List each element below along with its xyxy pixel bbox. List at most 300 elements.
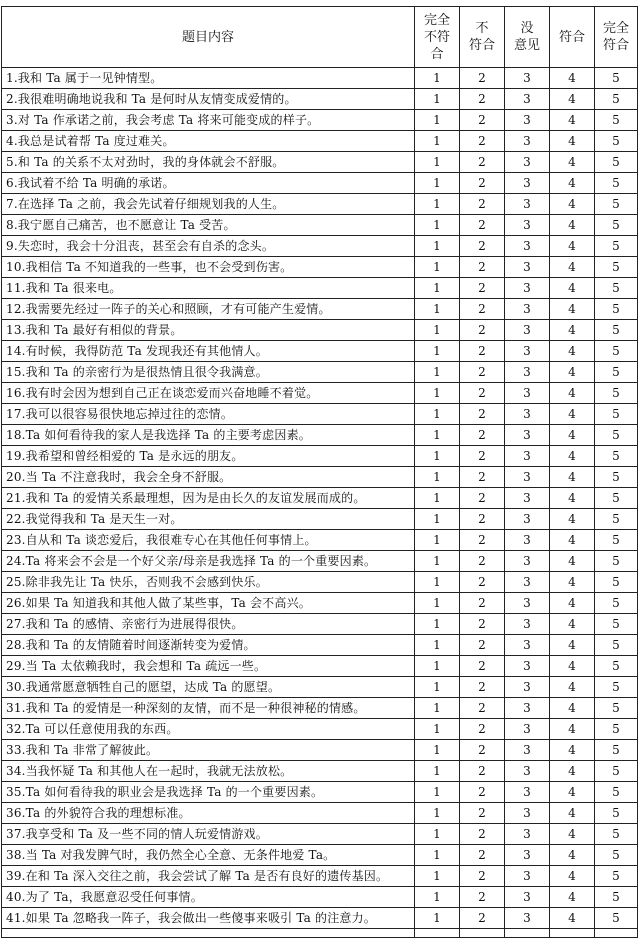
option-header-agree — [550, 7, 595, 68]
item-text: 37.我享受和 Ta 及一些不同的情人玩爱情游戏。 — [2, 824, 415, 845]
rating-option-2[interactable]: 2 — [460, 110, 505, 131]
rating-option-2[interactable]: 2 — [460, 677, 505, 698]
item-text: 18.Ta 如何看待我的家人是我选择 Ta 的主要考虑因素。 — [2, 425, 415, 446]
rating-option-2[interactable]: 2 — [460, 887, 505, 908]
rating-option-4[interactable]: 4 — [550, 824, 595, 845]
table-row — [2, 236, 638, 257]
header-line: 不符 — [423, 29, 450, 45]
rating-option-1[interactable]: 1 — [415, 551, 460, 572]
item-text: 4.我总是试着帮 Ta 度过难关。 — [2, 131, 415, 152]
rating-option-3[interactable]: 3 — [505, 635, 550, 656]
rating-option-2[interactable]: 2 — [460, 614, 505, 635]
rating-option-1[interactable]: 1 — [415, 887, 460, 908]
cutoff-cell — [595, 929, 638, 938]
rating-option-5[interactable]: 5 — [595, 362, 638, 383]
rating-option-4[interactable]: 4 — [550, 740, 595, 761]
item-text: 13.我和 Ta 最好有相似的背景。 — [2, 320, 415, 341]
rating-option-1[interactable]: 1 — [415, 635, 460, 656]
rating-option-1[interactable]: 1 — [415, 173, 460, 194]
rating-option-3[interactable]: 3 — [505, 278, 550, 299]
rating-option-3[interactable]: 3 — [505, 908, 550, 929]
rating-option-5[interactable]: 5 — [595, 656, 638, 677]
rating-option-5[interactable]: 5 — [595, 824, 638, 845]
rating-option-3[interactable]: 3 — [505, 404, 550, 425]
rating-option-4[interactable]: 4 — [550, 908, 595, 929]
rating-option-2[interactable]: 2 — [460, 404, 505, 425]
rating-option-5[interactable]: 5 — [595, 698, 638, 719]
table-row — [2, 131, 638, 152]
rating-option-5[interactable]: 5 — [595, 404, 638, 425]
rating-option-2[interactable]: 2 — [460, 341, 505, 362]
rating-option-2[interactable]: 2 — [460, 782, 505, 803]
rating-option-1[interactable]: 1 — [415, 68, 460, 89]
rating-option-2[interactable]: 2 — [460, 215, 505, 236]
rating-option-2[interactable]: 2 — [460, 173, 505, 194]
table-body — [2, 68, 638, 938]
rating-option-5[interactable]: 5 — [595, 845, 638, 866]
rating-option-3[interactable]: 3 — [505, 866, 550, 887]
table-row — [2, 257, 638, 278]
rating-option-2[interactable]: 2 — [460, 446, 505, 467]
rating-option-4[interactable]: 4 — [550, 635, 595, 656]
rating-option-3[interactable]: 3 — [505, 488, 550, 509]
header-line: 合 — [430, 46, 444, 62]
item-text: 15.我和 Ta 的亲密行为是很热情且很令我满意。 — [2, 362, 415, 383]
item-text: 16.我有时会因为想到自己正在谈恋爱而兴奋地睡不着觉。 — [2, 383, 415, 404]
rating-option-2[interactable]: 2 — [460, 194, 505, 215]
rating-option-4[interactable]: 4 — [550, 656, 595, 677]
rating-option-3[interactable]: 3 — [505, 425, 550, 446]
rating-option-2[interactable]: 2 — [460, 572, 505, 593]
rating-option-5[interactable]: 5 — [595, 635, 638, 656]
table-row-cutoff — [2, 929, 638, 938]
rating-option-1[interactable]: 1 — [415, 572, 460, 593]
rating-option-2[interactable]: 2 — [460, 278, 505, 299]
rating-option-2[interactable]: 2 — [460, 761, 505, 782]
rating-option-3[interactable]: 3 — [505, 782, 550, 803]
rating-option-4[interactable]: 4 — [550, 803, 595, 824]
item-text: 12.我需要先经过一阵子的关心和照顾，才有可能产生爱情。 — [2, 299, 415, 320]
rating-option-5[interactable]: 5 — [595, 488, 638, 509]
rating-option-3[interactable]: 3 — [505, 236, 550, 257]
rating-option-5[interactable]: 5 — [595, 761, 638, 782]
rating-option-5[interactable]: 5 — [595, 551, 638, 572]
option-header-strongly-agree — [595, 7, 638, 68]
rating-option-2[interactable]: 2 — [460, 152, 505, 173]
rating-option-1[interactable]: 1 — [415, 761, 460, 782]
rating-option-5[interactable]: 5 — [595, 866, 638, 887]
rating-option-2[interactable]: 2 — [460, 656, 505, 677]
table-row — [2, 572, 638, 593]
rating-option-4[interactable]: 4 — [550, 362, 595, 383]
rating-option-4[interactable]: 4 — [550, 845, 595, 866]
rating-option-4[interactable]: 4 — [550, 278, 595, 299]
header-line: 符合 — [468, 38, 495, 53]
rating-option-3[interactable]: 3 — [505, 551, 550, 572]
rating-option-3[interactable]: 3 — [505, 131, 550, 152]
rating-option-4[interactable]: 4 — [550, 131, 595, 152]
rating-option-3[interactable]: 3 — [505, 362, 550, 383]
table-row — [2, 173, 638, 194]
rating-option-4[interactable]: 4 — [550, 320, 595, 341]
rating-option-5[interactable]: 5 — [595, 89, 638, 110]
item-text: 32.Ta 可以任意使用我的东西。 — [2, 719, 415, 740]
rating-option-1[interactable]: 1 — [415, 152, 460, 173]
rating-option-1[interactable]: 1 — [415, 845, 460, 866]
rating-option-2[interactable]: 2 — [460, 509, 505, 530]
rating-option-3[interactable]: 3 — [505, 803, 550, 824]
rating-option-5[interactable]: 5 — [595, 593, 638, 614]
rating-option-1[interactable]: 1 — [415, 509, 460, 530]
rating-option-2[interactable]: 2 — [460, 362, 505, 383]
rating-option-3[interactable]: 3 — [505, 320, 550, 341]
rating-option-3[interactable]: 3 — [505, 719, 550, 740]
rating-option-4[interactable]: 4 — [550, 698, 595, 719]
table-row — [2, 887, 638, 908]
rating-option-4[interactable]: 4 — [550, 866, 595, 887]
rating-option-3[interactable]: 3 — [505, 887, 550, 908]
table-row — [2, 152, 638, 173]
item-text: 1.我和 Ta 属于一见钟情型。 — [2, 68, 415, 89]
rating-option-1[interactable]: 1 — [415, 908, 460, 929]
item-text: 17.我可以很容易很快地忘掉过往的恋情。 — [2, 404, 415, 425]
rating-option-2[interactable]: 2 — [460, 299, 505, 320]
rating-option-3[interactable]: 3 — [505, 677, 550, 698]
item-text: 34.当我怀疑 Ta 和其他人在一起时，我就无法放松。 — [2, 761, 415, 782]
item-text: 5.和 Ta 的关系不太对劲时，我的身体就会不舒服。 — [2, 152, 415, 173]
rating-option-2[interactable]: 2 — [460, 551, 505, 572]
rating-option-4[interactable]: 4 — [550, 488, 595, 509]
table-row — [2, 488, 638, 509]
rating-option-4[interactable]: 4 — [550, 425, 595, 446]
rating-option-3[interactable]: 3 — [505, 341, 550, 362]
rating-option-3[interactable]: 3 — [505, 110, 550, 131]
rating-option-2[interactable]: 2 — [460, 236, 505, 257]
item-text: 8.我宁愿自己痛苦，也不愿意让 Ta 受苦。 — [2, 215, 415, 236]
rating-option-2[interactable]: 2 — [460, 383, 505, 404]
item-text: 21.我和 Ta 的爱情关系最理想，因为是由长久的友谊发展而成的。 — [2, 488, 415, 509]
rating-option-4[interactable]: 4 — [550, 572, 595, 593]
item-text: 30.我通常愿意牺牲自己的愿望，达成 Ta 的愿望。 — [2, 677, 415, 698]
rating-option-5[interactable]: 5 — [595, 383, 638, 404]
rating-option-4[interactable]: 4 — [550, 467, 595, 488]
rating-option-4[interactable]: 4 — [550, 404, 595, 425]
table-row — [2, 803, 638, 824]
rating-option-5[interactable]: 5 — [595, 257, 638, 278]
rating-option-4[interactable]: 4 — [550, 446, 595, 467]
rating-option-1[interactable]: 1 — [415, 719, 460, 740]
rating-option-1[interactable]: 1 — [415, 677, 460, 698]
rating-option-4[interactable]: 4 — [550, 236, 595, 257]
rating-option-5[interactable]: 5 — [595, 110, 638, 131]
table-row — [2, 299, 638, 320]
rating-option-5[interactable]: 5 — [595, 446, 638, 467]
item-text: 24.Ta 将来会不会是一个好父亲/母亲是我选择 Ta 的一个重要因素。 — [2, 551, 415, 572]
rating-option-3[interactable]: 3 — [505, 509, 550, 530]
table-row — [2, 509, 638, 530]
item-text: 2.我很难明确地说我和 Ta 是何时从友情变成爱情的。 — [2, 89, 415, 110]
rating-option-1[interactable]: 1 — [415, 299, 460, 320]
option-header-disagree — [460, 7, 505, 68]
rating-option-1[interactable]: 1 — [415, 488, 460, 509]
rating-option-3[interactable]: 3 — [505, 215, 550, 236]
table-row — [2, 719, 638, 740]
table-row — [2, 425, 638, 446]
table-row — [2, 761, 638, 782]
rating-option-4[interactable]: 4 — [550, 194, 595, 215]
rating-option-4[interactable]: 4 — [550, 551, 595, 572]
rating-option-4[interactable]: 4 — [550, 782, 595, 803]
rating-option-2[interactable]: 2 — [460, 68, 505, 89]
rating-option-1[interactable]: 1 — [415, 803, 460, 824]
rating-option-2[interactable]: 2 — [460, 866, 505, 887]
rating-option-3[interactable]: 3 — [505, 68, 550, 89]
rating-option-4[interactable]: 4 — [550, 152, 595, 173]
table-row — [2, 467, 638, 488]
rating-option-2[interactable]: 2 — [460, 89, 505, 110]
header-line: 没 — [520, 21, 534, 36]
rating-option-1[interactable]: 1 — [415, 194, 460, 215]
rating-option-1[interactable]: 1 — [415, 656, 460, 677]
rating-option-3[interactable]: 3 — [505, 194, 550, 215]
rating-option-5[interactable]: 5 — [595, 719, 638, 740]
header-row — [2, 7, 638, 68]
rating-option-5[interactable]: 5 — [595, 131, 638, 152]
rating-option-5[interactable]: 5 — [595, 887, 638, 908]
rating-option-2[interactable]: 2 — [460, 908, 505, 929]
table-row — [2, 341, 638, 362]
cutoff-cell — [505, 929, 550, 938]
table-row — [2, 215, 638, 236]
rating-option-4[interactable]: 4 — [550, 110, 595, 131]
rating-option-1[interactable]: 1 — [415, 782, 460, 803]
rating-option-5[interactable]: 5 — [595, 236, 638, 257]
rating-option-1[interactable]: 1 — [415, 320, 460, 341]
item-text: 27.我和 Ta 的感情、亲密行为进展得很快。 — [2, 614, 415, 635]
rating-option-4[interactable]: 4 — [550, 530, 595, 551]
item-column-header: 题目内容 — [2, 7, 415, 68]
item-text: 22.我觉得我和 Ta 是天生一对。 — [2, 509, 415, 530]
rating-option-4[interactable]: 4 — [550, 68, 595, 89]
rating-option-5[interactable]: 5 — [595, 425, 638, 446]
table-row — [2, 698, 638, 719]
rating-option-1[interactable]: 1 — [415, 236, 460, 257]
table-row — [2, 782, 638, 803]
header-line: 完全 — [423, 12, 450, 28]
rating-option-4[interactable]: 4 — [550, 593, 595, 614]
rating-option-5[interactable]: 5 — [595, 908, 638, 929]
rating-option-5[interactable]: 5 — [595, 782, 638, 803]
rating-option-2[interactable]: 2 — [460, 845, 505, 866]
table-row — [2, 614, 638, 635]
item-text: 23.自从和 Ta 谈恋爱后，我很难专心在其他任何事情上。 — [2, 530, 415, 551]
rating-option-5[interactable]: 5 — [595, 173, 638, 194]
rating-option-4[interactable]: 4 — [550, 299, 595, 320]
rating-option-5[interactable]: 5 — [595, 278, 638, 299]
item-text: 10.我相信 Ta 不知道我的一些事，也不会受到伤害。 — [2, 257, 415, 278]
item-text: 36.Ta 的外貌符合我的理想标准。 — [2, 803, 415, 824]
header-line: 符合 — [558, 29, 585, 45]
item-text: 25.除非我先让 Ta 快乐，否则我不会感到快乐。 — [2, 572, 415, 593]
rating-option-4[interactable]: 4 — [550, 761, 595, 782]
table-row — [2, 194, 638, 215]
rating-option-1[interactable]: 1 — [415, 593, 460, 614]
table-row — [2, 110, 638, 131]
rating-option-1[interactable]: 1 — [415, 215, 460, 236]
rating-option-2[interactable]: 2 — [460, 530, 505, 551]
item-text: 31.我和 Ta 的爱情是一种深刻的友情，而不是一种很神秘的情感。 — [2, 698, 415, 719]
rating-option-3[interactable]: 3 — [505, 89, 550, 110]
rating-option-1[interactable]: 1 — [415, 824, 460, 845]
table-row — [2, 383, 638, 404]
table-row — [2, 845, 638, 866]
table-row — [2, 656, 638, 677]
rating-option-1[interactable]: 1 — [415, 698, 460, 719]
rating-option-4[interactable]: 4 — [550, 383, 595, 404]
rating-option-5[interactable]: 5 — [595, 572, 638, 593]
rating-option-5[interactable]: 5 — [595, 152, 638, 173]
item-text: 33.我和 Ta 非常了解彼此。 — [2, 740, 415, 761]
table-row — [2, 866, 638, 887]
rating-option-2[interactable]: 2 — [460, 320, 505, 341]
rating-option-5[interactable]: 5 — [595, 215, 638, 236]
rating-option-3[interactable]: 3 — [505, 593, 550, 614]
rating-option-3[interactable]: 3 — [505, 656, 550, 677]
rating-option-1[interactable]: 1 — [415, 362, 460, 383]
rating-option-1[interactable]: 1 — [415, 467, 460, 488]
item-text: 38.当 Ta 对我发脾气时，我仍然全心全意、无条件地爱 Ta。 — [2, 845, 415, 866]
rating-option-3[interactable]: 3 — [505, 698, 550, 719]
rating-option-5[interactable]: 5 — [595, 614, 638, 635]
rating-option-1[interactable]: 1 — [415, 383, 460, 404]
rating-option-3[interactable]: 3 — [505, 446, 550, 467]
rating-option-4[interactable]: 4 — [550, 89, 595, 110]
item-text: 29.当 Ta 太依赖我时，我会想和 Ta 疏远一些。 — [2, 656, 415, 677]
header-line: 符合 — [602, 38, 629, 53]
rating-option-1[interactable]: 1 — [415, 404, 460, 425]
rating-option-2[interactable]: 2 — [460, 740, 505, 761]
option-header-strongly-disagree — [415, 7, 460, 68]
table-row — [2, 362, 638, 383]
rating-option-2[interactable]: 2 — [460, 719, 505, 740]
cutoff-cell — [2, 929, 415, 938]
rating-option-3[interactable]: 3 — [505, 761, 550, 782]
rating-option-2[interactable]: 2 — [460, 257, 505, 278]
item-text: 19.我希望和曾经相爱的 Ta 是永远的朋友。 — [2, 446, 415, 467]
rating-option-4[interactable]: 4 — [550, 215, 595, 236]
item-text: 39.在和 Ta 深入交往之前，我会尝试了解 Ta 是否有良好的遗传基因。 — [2, 866, 415, 887]
rating-option-3[interactable]: 3 — [505, 824, 550, 845]
table-row — [2, 68, 638, 89]
rating-option-4[interactable]: 4 — [550, 887, 595, 908]
rating-option-5[interactable]: 5 — [595, 299, 638, 320]
rating-option-3[interactable]: 3 — [505, 845, 550, 866]
item-text: 20.当 Ta 不注意我时，我会全身不舒服。 — [2, 467, 415, 488]
rating-option-2[interactable]: 2 — [460, 698, 505, 719]
rating-option-1[interactable]: 1 — [415, 89, 460, 110]
rating-option-3[interactable]: 3 — [505, 740, 550, 761]
table-row — [2, 593, 638, 614]
rating-option-4[interactable]: 4 — [550, 677, 595, 698]
rating-option-4[interactable]: 4 — [550, 257, 595, 278]
rating-option-1[interactable]: 1 — [415, 866, 460, 887]
rating-option-1[interactable]: 1 — [415, 110, 460, 131]
rating-option-1[interactable]: 1 — [415, 341, 460, 362]
rating-option-2[interactable]: 2 — [460, 131, 505, 152]
table-row — [2, 278, 638, 299]
rating-option-2[interactable]: 2 — [460, 635, 505, 656]
header-line: 不 — [475, 21, 489, 36]
rating-option-3[interactable]: 3 — [505, 299, 550, 320]
rating-option-5[interactable]: 5 — [595, 803, 638, 824]
cutoff-cell — [460, 929, 505, 938]
rating-option-1[interactable]: 1 — [415, 530, 460, 551]
rating-option-3[interactable]: 3 — [505, 614, 550, 635]
table-row — [2, 740, 638, 761]
rating-option-3[interactable]: 3 — [505, 467, 550, 488]
item-text: 14.有时候，我得防范 Ta 发现我还有其他情人。 — [2, 341, 415, 362]
rating-option-2[interactable]: 2 — [460, 803, 505, 824]
rating-option-5[interactable]: 5 — [595, 341, 638, 362]
rating-option-1[interactable]: 1 — [415, 425, 460, 446]
rating-option-1[interactable]: 1 — [415, 614, 460, 635]
rating-option-1[interactable]: 1 — [415, 446, 460, 467]
rating-option-5[interactable]: 5 — [595, 320, 638, 341]
rating-option-2[interactable]: 2 — [460, 425, 505, 446]
rating-option-3[interactable]: 3 — [505, 383, 550, 404]
rating-option-5[interactable]: 5 — [595, 530, 638, 551]
item-text: 6.我试着不给 Ta 明确的承诺。 — [2, 173, 415, 194]
item-text: 28.我和 Ta 的友情随着时间逐渐转变为爱情。 — [2, 635, 415, 656]
rating-option-5[interactable]: 5 — [595, 509, 638, 530]
rating-option-2[interactable]: 2 — [460, 488, 505, 509]
rating-option-4[interactable]: 4 — [550, 509, 595, 530]
rating-option-3[interactable]: 3 — [505, 173, 550, 194]
rating-option-2[interactable]: 2 — [460, 593, 505, 614]
rating-option-1[interactable]: 1 — [415, 740, 460, 761]
rating-option-5[interactable]: 5 — [595, 194, 638, 215]
rating-option-4[interactable]: 4 — [550, 614, 595, 635]
rating-option-3[interactable]: 3 — [505, 572, 550, 593]
rating-option-3[interactable]: 3 — [505, 152, 550, 173]
table-row — [2, 404, 638, 425]
rating-option-4[interactable]: 4 — [550, 719, 595, 740]
rating-option-5[interactable]: 5 — [595, 677, 638, 698]
item-text: 11.我和 Ta 很来电。 — [2, 278, 415, 299]
rating-option-5[interactable]: 5 — [595, 467, 638, 488]
rating-option-5[interactable]: 5 — [595, 68, 638, 89]
cutoff-cell — [415, 929, 460, 938]
rating-option-1[interactable]: 1 — [415, 257, 460, 278]
table-row — [2, 824, 638, 845]
rating-option-1[interactable]: 1 — [415, 278, 460, 299]
rating-option-3[interactable]: 3 — [505, 530, 550, 551]
item-text: 41.如果 Ta 忽略我一阵子，我会做出一些傻事来吸引 Ta 的注意力。 — [2, 908, 415, 929]
cutoff-cell — [550, 929, 595, 938]
table-row — [2, 446, 638, 467]
rating-option-2[interactable]: 2 — [460, 467, 505, 488]
header-line: 完全 — [602, 21, 629, 36]
rating-option-3[interactable]: 3 — [505, 257, 550, 278]
rating-option-4[interactable]: 4 — [550, 173, 595, 194]
rating-option-5[interactable]: 5 — [595, 740, 638, 761]
table-row — [2, 89, 638, 110]
rating-option-2[interactable]: 2 — [460, 824, 505, 845]
rating-option-1[interactable]: 1 — [415, 131, 460, 152]
rating-option-4[interactable]: 4 — [550, 341, 595, 362]
header-line: 意见 — [513, 38, 540, 53]
table-row — [2, 530, 638, 551]
